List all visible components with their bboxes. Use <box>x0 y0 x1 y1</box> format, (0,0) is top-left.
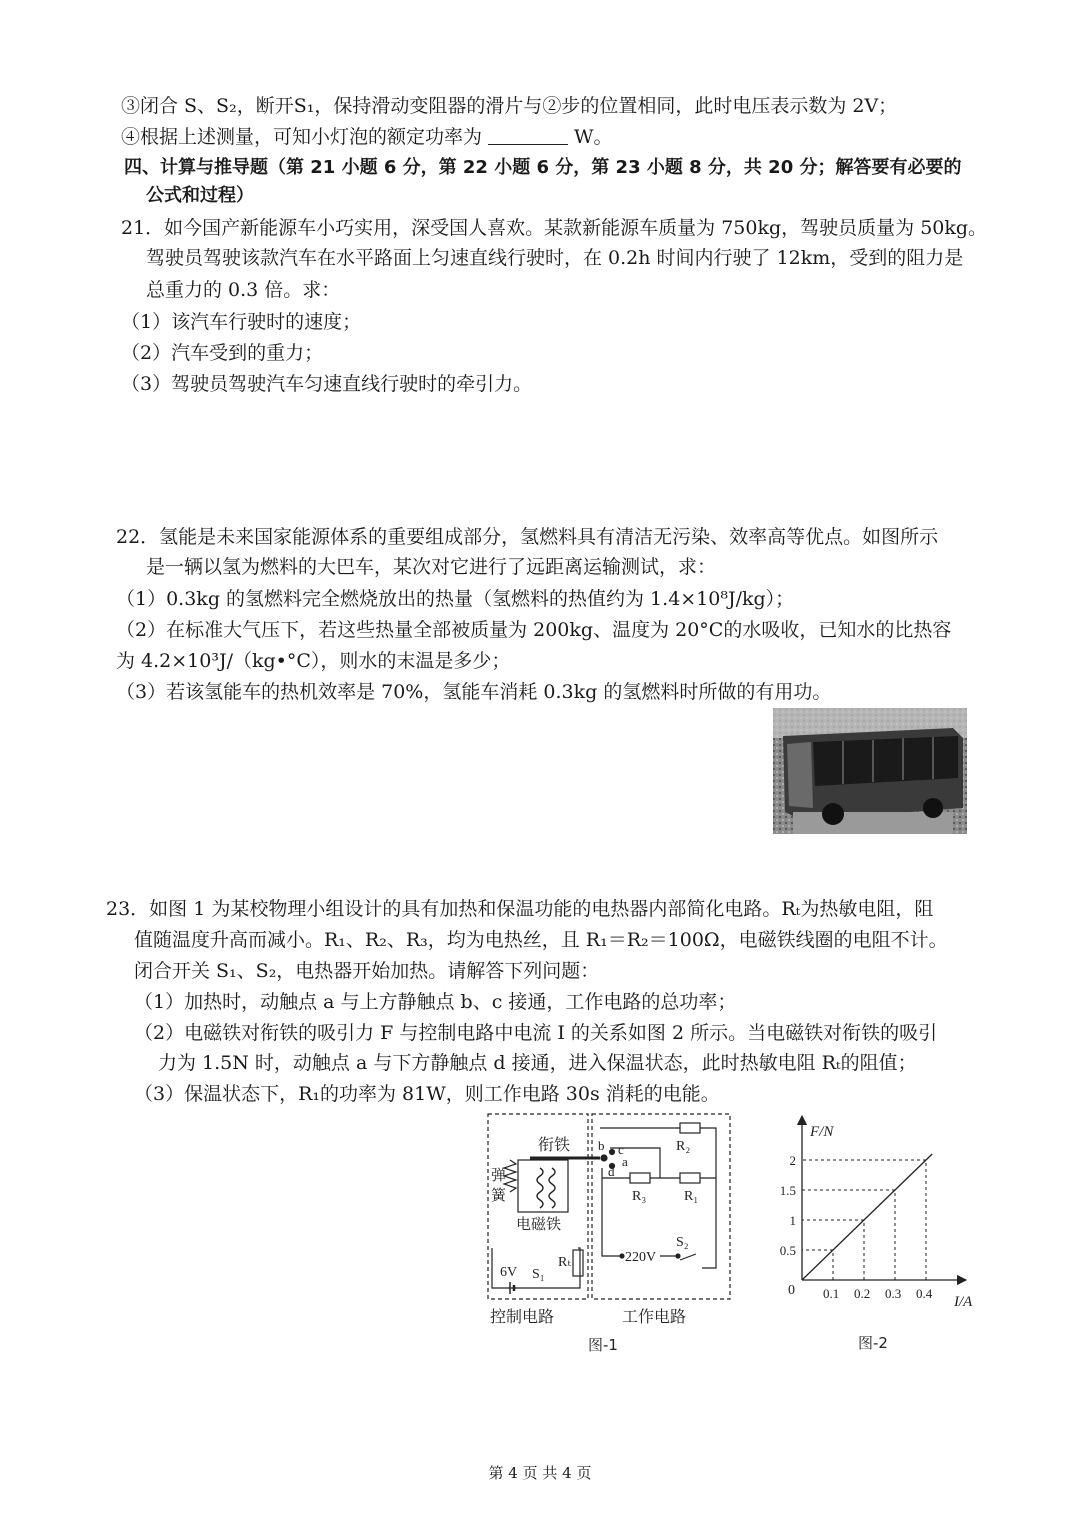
v220-label: 220V <box>625 1250 657 1265</box>
s2-label: S₂ <box>676 1235 689 1250</box>
q21-line-1: 21．如今国产新能源车小巧实用，深受国人喜欢。某款新能源车质量为 750kg，驾驶员质量为 50kg。 <box>121 217 988 239</box>
origin-label: 0 <box>788 1283 795 1298</box>
spring-label-2: 簧 <box>491 1186 507 1204</box>
force-current-chart <box>770 1110 980 1358</box>
figure-1-caption: 图-1 <box>588 1336 618 1354</box>
bus-photo <box>773 708 967 834</box>
q21-part-3: （3）驾驶员驾驶汽车匀速直线行驶时的牵引力。 <box>121 373 533 395</box>
x-tick-label: 0.4 <box>916 1286 933 1301</box>
q22-part-3: （3）若该氢能车的热机效率是 70%，氢能车消耗 0.3kg 的氢燃料时所做的有用功。 <box>116 681 832 703</box>
q21-line-3: 总重力的 0.3 倍。求： <box>146 279 341 301</box>
contact-d-label: d <box>608 1164 615 1179</box>
q23-line-2: 值随温度升高而减小。R₁、R₂、R₃，均为电热丝，且 R₁＝R₂＝100Ω，电磁铁线圈的电阻不计。 <box>134 929 948 951</box>
q22-line-2: 是一辆以氢为燃料的大巴车，某次对它进行了远距离运输测试，求： <box>146 556 717 578</box>
electromagnet-label: 电磁铁 <box>516 1215 562 1233</box>
y-axis-label: F/N <box>810 1124 834 1140</box>
r2-label: R₂ <box>676 1139 691 1154</box>
q21-part-1: （1）该汽车行驶时的速度； <box>121 311 362 333</box>
x-tick-label: 0.2 <box>854 1286 871 1301</box>
circuit-figure-1 <box>480 1108 740 1358</box>
q23-line-3: 闭合开关 S₁、S₂，电热器开始加热。请解答下列问题： <box>134 960 600 982</box>
step3-line: ③闭合 S、S₂，断开S₁，保持滑动变阻器的滑片与②步的位置相同，此时电压表示数为 2V； <box>121 95 898 117</box>
r3-label: R₃ <box>632 1189 647 1204</box>
r1-label: R₁ <box>684 1189 699 1204</box>
y-tick-label: 1.5 <box>779 1183 796 1198</box>
contact-a-label: a <box>622 1154 628 1169</box>
y-tick-label: 2 <box>789 1153 796 1168</box>
control-circuit-label: 控制电路 <box>490 1307 555 1326</box>
section4-title-2: 公式和过程） <box>146 185 254 206</box>
step4-unit: W。 <box>574 126 613 148</box>
q23-line-1: 23．如图 1 为某校物理小组设计的具有加热和保温功能的电热器内部简化电路。Rₜ为热敏电阻，阻 <box>106 898 934 920</box>
contact-b-label: b <box>598 1138 605 1153</box>
q21-line-2: 驾驶员驾驶该款汽车在水平路面上匀速直线行驶时，在 0.2h 时间内行驶了 12km，受到的阻力是 <box>146 247 964 269</box>
q22-part-2b: 为 4.2×10³J/（kg•°C），则水的末温是多少； <box>116 650 511 672</box>
q22-part-1: （1）0.3kg 的氢燃料完全燃烧放出的热量（氢燃料的热值约为 1.4×10⁸J/kg）； <box>116 588 795 610</box>
rt-label: Rₜ <box>558 1255 571 1270</box>
armature-label: 衔铁 <box>538 1135 571 1154</box>
v6-label: 6V <box>500 1265 518 1280</box>
answer-blank <box>488 126 568 145</box>
contact-c-label: c <box>618 1142 624 1157</box>
q23-part-1: （1）加热时，动触点 a 与上方静触点 b、c 接通，工作电路的总功率； <box>134 991 737 1013</box>
q23-part-2a: （2）电磁铁对衔铁的吸引力 F 与控制电路中电流 I 的关系如图 2 所示。当电磁铁对衔铁的吸引 <box>134 1022 938 1044</box>
x-tick-label: 0.1 <box>823 1286 840 1301</box>
y-tick-label: 1 <box>789 1213 796 1228</box>
q22-part-2a: （2）在标准大气压下，若这些热量全部被质量为 200kg、温度为 20°C的水吸收，已知水的比热容 <box>116 619 952 641</box>
section4-title-1: 四、计算与推导题（第 21 小题 6 分，第 22 小题 6 分，第 23 小题 8 分，共 20 分；解答要有必要的 <box>124 157 962 178</box>
figure-2-caption: 图-2 <box>858 1334 888 1352</box>
q23-part-3: （3）保温状态下，R₁的功率为 81W，则工作电路 30s 消耗的电能。 <box>134 1083 720 1105</box>
work-circuit-label: 工作电路 <box>622 1307 687 1326</box>
y-tick-label: 0.5 <box>779 1243 796 1258</box>
page-footer: 第 4 页 共 4 页 <box>488 1464 592 1482</box>
x-axis-label: I/A <box>954 1294 973 1310</box>
step4-text: ④根据上述测量，可知小灯泡的额定功率为 <box>121 126 483 148</box>
q21-part-2: （2）汽车受到的重力； <box>121 342 324 364</box>
x-tick-label: 0.3 <box>885 1286 902 1301</box>
s1-label: S₁ <box>532 1267 545 1282</box>
spring-label-1: 弹 <box>491 1166 507 1184</box>
q23-part-2b: 力为 1.5N 时，动触点 a 与下方静触点 d 接通，进入保温状态，此时热敏电阻 Rₜ的阻值； <box>158 1052 917 1074</box>
series-line <box>802 1154 932 1280</box>
q22-line-1: 22．氢能是未来国家能源体系的重要组成部分，氢燃料具有清洁无污染、效率高等优点。如图所示 <box>116 526 939 548</box>
step4-line <box>121 124 613 150</box>
